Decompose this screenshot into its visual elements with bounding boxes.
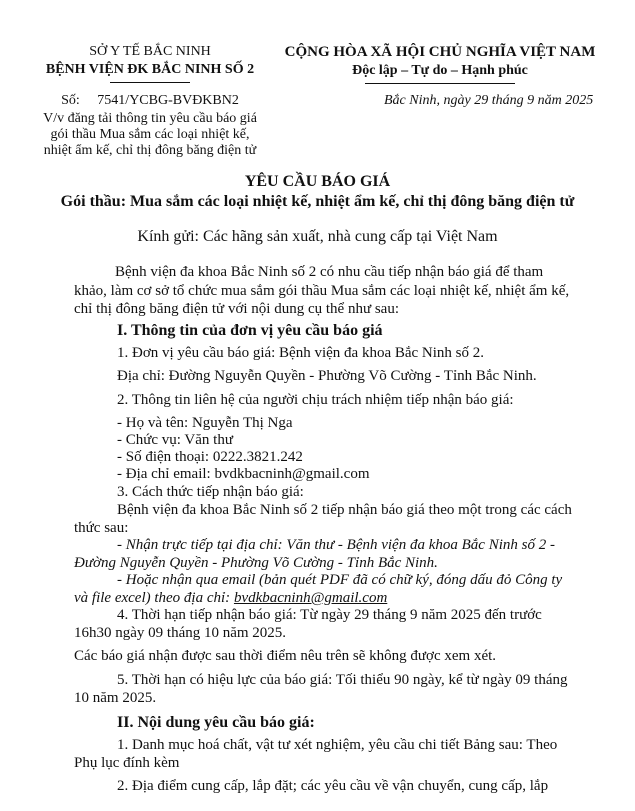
s1-item-4-line-1: 4. Thời hạn tiếp nhận báo giá: Từ ngày 29 tháng 9 năm 2025 đến trước [117, 607, 542, 623]
section-1-heading: I. Thông tin của đơn vị yêu cầu báo giá [117, 322, 383, 339]
s1-item-3: 3. Cách thức tiếp nhận báo giá: [117, 484, 304, 500]
issuer-hospital: BỆNH VIỆN ĐK BẮC NINH SỐ 2 [45, 62, 255, 77]
issuer-department: SỞ Y TẾ BẮC NINH [89, 44, 211, 59]
s1-item-5-line-2: 10 năm 2025. [74, 690, 157, 706]
package-title: Gói thầu: Mua sắm các loại nhiệt kế, nhiệt ẩm kế, chỉ thị đông băng điện tử [60, 193, 575, 210]
method-2-line-2 [74, 590, 387, 607]
subject-line-1: V/v đăng tải thông tin yêu cầu báo giá [43, 111, 257, 126]
contact-phone: - Số điện thoại: 0222.3821.242 [117, 449, 303, 465]
s2-item-2-line-1: 2. Địa điểm cung cấp, lắp đặt; các yêu cầu về vận chuyển, cung cấp, lắp [117, 778, 549, 794]
national-motto: Độc lập – Tự do – Hạnh phúc [352, 63, 528, 78]
subject-line-3: nhiệt ẩm kế, chỉ thị đông băng điện tử [43, 143, 257, 158]
s1-item-5-line-1: 5. Thời hạn có hiệu lực của báo giá: Tối thiểu 90 ngày, kể từ ngày 09 tháng [117, 672, 568, 688]
s2-item-1-line-2: Phụ lục đính kèm [74, 755, 180, 771]
s1-item-2: 2. Thông tin liên hệ của người chịu trách nhiệm tiếp nhận báo giá: [117, 392, 514, 408]
late-note: Các báo giá nhận được sau thời điểm nêu trên sẽ không được xem xét. [74, 648, 497, 664]
contact-email: - Địa chỉ email: bvdkbacninh@gmail.com [117, 466, 370, 482]
recipient-line: Kính gửi: Các hãng sản xuất, nhà cung cấp tại Việt Nam [137, 228, 498, 245]
subject-line-2: gói thầu Mua sắm các loại nhiệt kế, [50, 127, 250, 142]
place-date: Bắc Ninh, ngày 29 tháng 9 năm 2025 [384, 93, 594, 108]
method-1-line-1: - Nhận trực tiếp tại địa chỉ: Văn thư - Bệnh viện đa khoa Bắc Ninh số 2 - [117, 537, 555, 553]
intro-line-3: chỉ thị đông băng điện tử với nội dung cụ thể như sau: [74, 301, 399, 317]
contact-name: - Họ và tên: Nguyễn Thị Nga [117, 415, 293, 431]
section-2-heading: II. Nội dung yêu cầu báo giá: [117, 714, 315, 731]
contact-role: - Chức vụ: Văn thư [117, 432, 233, 448]
document-number: Số: 7541/YCBG-BVĐKBN2 [61, 93, 239, 108]
national-title: CỘNG HÒA XÃ HỘI CHỦ NGHĨA VIỆT NAM [284, 44, 596, 60]
document-title: YÊU CẦU BÁO GIÁ [244, 173, 391, 190]
s1-item-4-line-2: 16h30 ngày 09 tháng 10 năm 2025. [74, 625, 287, 641]
s1-item-1: 1. Đơn vị yêu cầu báo giá: Bệnh viện đa khoa Bắc Ninh số 2. [117, 345, 485, 361]
method-1-line-2: Đường Nguyễn Quyền - Phường Võ Cường - Tỉnh Bắc Ninh. [74, 555, 438, 571]
s2-item-1-line-1: 1. Danh mục hoá chất, vật tư xét nghiệm, yêu cầu chi tiết Bảng sau: Theo [117, 737, 558, 753]
method-2-prefix: và file excel) theo địa chỉ: [74, 590, 234, 606]
s1-address: Địa chỉ: Đường Nguyễn Quyền - Phường Võ Cường - Tỉnh Bắc Ninh. [117, 368, 537, 384]
motto-underline [365, 83, 515, 84]
intro-line-1: Bệnh viện đa khoa Bắc Ninh số 2 có nhu cầu tiếp nhận báo giá để tham [115, 264, 544, 280]
s1-item-3-text-2: thức sau: [74, 520, 129, 536]
method-2-line-1: - Hoặc nhận qua email (bản quét PDF đã có chữ ký, đóng dấu đỏ Công ty [117, 572, 563, 588]
s1-item-3-text-1: Bệnh viện đa khoa Bắc Ninh số 2 tiếp nhận báo giá theo một trong các cách [117, 502, 572, 518]
issuer-underline [110, 82, 190, 83]
intro-line-2: khảo, làm cơ sở tổ chức mua sắm gói thầu Mua sắm các loại nhiệt kế, nhiệt ẩm kế, [74, 283, 570, 299]
method-2-email-link[interactable]: bvdkbacninh@gmail.com [233, 590, 388, 606]
